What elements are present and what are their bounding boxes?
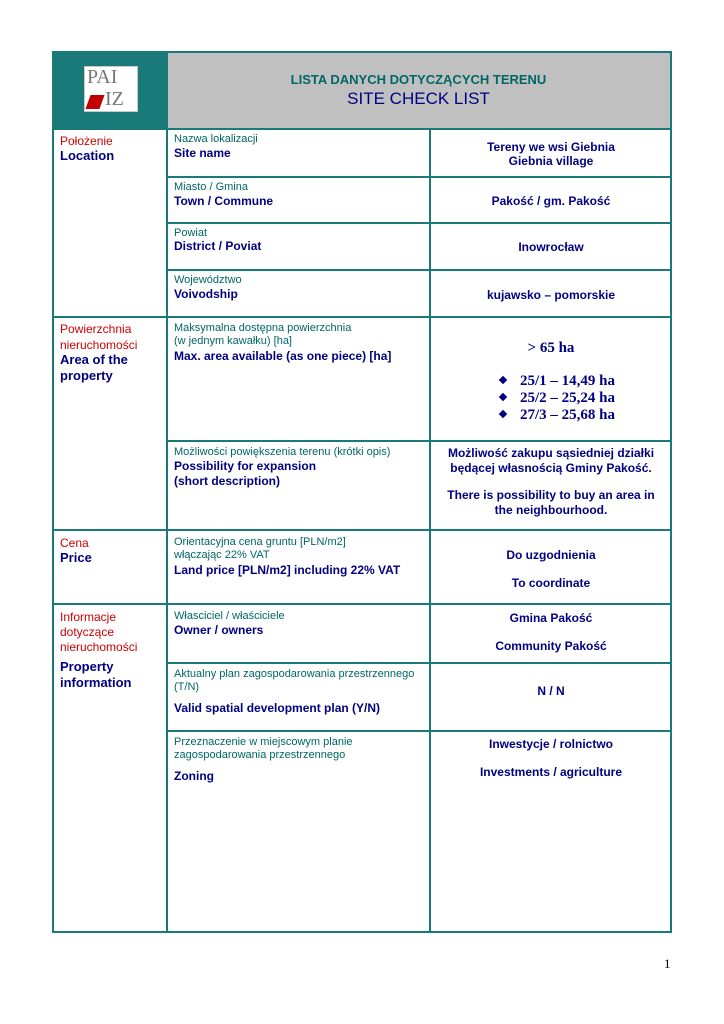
price-label-pl-2: włączając 22% VAT [174, 549, 270, 561]
expansion-value-pl-1: Możliwość zakupu sąsiedniej działki [447, 446, 655, 460]
section-location-en: Location [60, 148, 115, 163]
max-area-value: > 65 ha [527, 340, 575, 356]
site-name-value-2: Giebnia village [508, 154, 594, 168]
row-divider [166, 730, 672, 732]
owner-value-pl: Gmina Pakość [509, 611, 593, 625]
section-area-pl-1: Powierzchnia [60, 322, 132, 336]
section-location-pl: Położenie [60, 134, 113, 148]
bullet-icon [499, 375, 507, 383]
row-divider [52, 128, 672, 130]
bullet-icon [499, 392, 507, 400]
section-price-pl: Cena [60, 536, 89, 550]
plan-label-pl-1: Aktualny plan zagospodarowania przestrzennego [174, 668, 415, 680]
max-area-label-pl-1: Maksymalna dostępna powierzchnia [174, 322, 352, 334]
town-label-en: Town / Commune [174, 194, 274, 208]
row-divider [166, 269, 672, 271]
row-divider [166, 662, 672, 664]
site-name-value-1: Tereny we wsi Giebnia [487, 140, 615, 154]
price-value-en: To coordinate [511, 576, 591, 590]
plan-label-pl-2: (T/N) [174, 681, 200, 693]
district-label-pl: Powiat [174, 227, 208, 239]
owner-label-en: Owner / owners [174, 623, 264, 637]
expansion-value-pl-2: będącej własnością Gminy Pakość. [450, 461, 652, 475]
price-label-pl-1: Orientacyjna cena gruntu [PLN/m2] [174, 536, 346, 548]
zoning-value-en: Investments / agriculture [479, 765, 623, 779]
plot-item [500, 407, 615, 424]
plot-item-text: 25/1 – 14,49 ha [520, 373, 616, 389]
site-name-label-en: Site name [174, 146, 231, 160]
voivodship-value: kujawsko – pomorskie [486, 288, 616, 302]
paiiz-logo [84, 66, 138, 112]
price-label-en: Land price [PLN/m2] including 22% VAT [174, 563, 401, 577]
expansion-label-en-2: (short description) [174, 474, 281, 488]
title-pl: LISTA DANYCH DOTYCZĄCYCH TERENU [290, 72, 547, 87]
max-area-label-pl-2: (w jednym kawałku) [ha] [174, 335, 292, 347]
voivodship-label-pl: Województwo [174, 274, 242, 286]
owner-label-pl: Własciciel / właściciele [174, 610, 285, 622]
expansion-label-en-1: Possibility for expansion [174, 459, 317, 473]
col-divider [429, 128, 431, 933]
logo-text-1: PAI [87, 66, 118, 88]
plot-item [500, 390, 615, 407]
district-label-en: District / Poviat [174, 239, 262, 253]
plan-label-en: Valid spatial development plan (Y/N) [174, 701, 381, 715]
town-value: Pakość / gm. Pakość [491, 194, 611, 208]
page-number: 1 [664, 956, 671, 971]
section-property-pl-1: Informacje [60, 610, 117, 624]
row-divider [52, 316, 672, 318]
expansion-label-pl: Możliwości powiększenia terenu (krótki opis) [174, 446, 391, 458]
district-value: Inowrocław [518, 240, 584, 254]
plot-item-text: 27/3 – 25,68 ha [520, 407, 616, 423]
plot-item-text: 25/2 – 25,24 ha [520, 390, 616, 406]
row-divider [52, 603, 672, 605]
town-label-pl: Miasto / Gmina [174, 181, 248, 193]
bullet-icon [499, 409, 507, 417]
logo-text-2: IZ [105, 88, 124, 110]
col-divider [166, 51, 168, 933]
expansion-value-en-2: the neighbourhood. [494, 503, 608, 517]
section-property-en-1: Property [60, 659, 114, 674]
zoning-label-pl-2: zagospodarowania przestrzennego [174, 749, 346, 761]
plot-item [500, 373, 615, 390]
logo-mark [85, 95, 104, 109]
site-name-label-pl: Nazwa lokalizacji [174, 133, 258, 145]
voivodship-label-en: Voivodship [174, 287, 238, 301]
plan-value: N / N [537, 684, 565, 698]
row-divider [166, 440, 672, 442]
max-area-label-en: Max. area available (as one piece) [ha] [174, 349, 392, 363]
title-en: SITE CHECK LIST [347, 89, 490, 108]
row-divider [52, 529, 672, 531]
section-area-en-1: Area of the [60, 352, 128, 367]
section-property-pl-2: dotyczące [60, 625, 115, 639]
section-price-en: Price [60, 550, 92, 565]
row-divider [166, 176, 672, 178]
expansion-value-en-1: There is possibility to buy an area in [447, 488, 655, 502]
zoning-label-en: Zoning [174, 769, 214, 783]
section-property-pl-3: nieruchomości [60, 640, 138, 654]
owner-value-en: Community Pakość [495, 639, 607, 653]
zoning-value-pl: Inwestycje / rolnictwo [488, 737, 614, 751]
section-area-pl-2: nieruchomości [60, 338, 138, 352]
row-divider [166, 222, 672, 224]
section-area-en-2: property [60, 368, 113, 383]
zoning-label-pl-1: Przeznaczenie w miejscowym planie [174, 736, 353, 748]
section-property-en-2: information [60, 675, 132, 690]
price-value-pl: Do uzgodnienia [506, 548, 596, 562]
